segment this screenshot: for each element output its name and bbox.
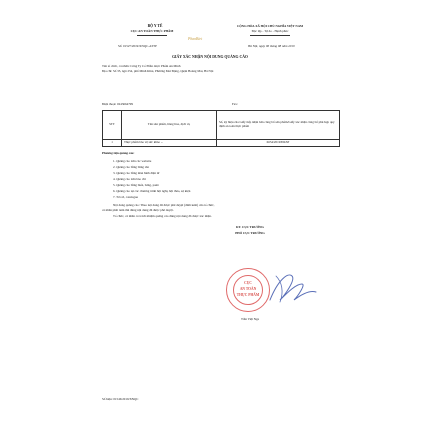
stamp-text-top: CỤC [244,281,252,285]
company-address: Địa chỉ: Số 35, ngõ 254, phố Minh Khai, Phường Mai Động, Quận Hoàng Mai, Hà Nội [102,69,214,73]
signature-title-1: KT. CỤC TRƯỞNG [236,225,264,229]
ministry-name: BỘ Y TẾ [147,24,163,28]
row-stt: 1 [103,140,122,147]
list-item: 6. Quảng cáo tại các chương trình hội nghị, hội thảo, sự kiện [113,189,191,193]
list-item: 5. Quảng cáo bằng biển, bảng, panô [113,183,159,187]
document-number: Số: 01527/2019/XNQC-ATTP [118,44,157,48]
national-motto: Độc lập - Tự do - Hạnh phúc [251,29,289,33]
header-stt: STT [103,111,122,140]
header-divider-left [137,35,167,36]
country-name: CỘNG HÒA XÃ HỘI CHỦ NGHĨA VIỆT NAM [236,24,304,28]
header-divider-right [250,35,290,36]
signature-title-2: PHÓ CỤC TRƯỞNG [235,231,265,235]
document-date: Hà Nội, ngày 06 tháng 08 năm 2019 [248,44,295,48]
note-line: cá nhân phải tuân thủ đúng nội dung đã được phê duyệt. [102,208,174,212]
header-product: Tên sản phẩm, hàng hóa, dịch vụ [122,111,217,140]
stamp-text-mid: AN TOÀN [239,287,257,291]
signer-name: Trần Việt Nga [240,317,260,321]
table-row [103,140,340,147]
note-line: Nội dung quảng cáo: Theo nội dung đã được phê duyệt (đính kèm) của tổ chức, [113,203,215,207]
list-item: 3. Quảng cáo bằng màn hình điện tử [113,171,160,175]
watermark-logo: PhanBiet [188,37,203,41]
company-phone: Điện thoại: 0243664799 [102,102,133,106]
company-fax: Fax: [232,102,238,106]
company-name: Tên tổ chức, cá nhân: Công Ty Cổ Phần dược Phẩm An Minh [102,64,181,68]
table-header-row [103,111,340,140]
list-item: 2. Quảng cáo bằng băng rôn [113,165,149,169]
note-line: Tổ chức, cá nhân có trách nhiệm quảng cáo đúng nội dung đã được xác nhận. [113,214,212,218]
stamp-text-bot: THỰC PHẨM [236,293,260,297]
product-table [102,110,340,147]
list-item: 1. Quảng cáo trên các website [113,159,152,163]
row-cert: 6654/2019/ĐKSP [217,140,340,147]
list-item: 4. Quảng cáo trên báo chí [113,177,146,181]
document-title: GIẤY XÁC NHẬN NỘI DUNG QUẢNG CÁO [172,55,248,59]
list-item: 7. Tờ rơi, catalogue [113,195,138,199]
department-name: CỤC AN TOÀN THỰC PHẨM [130,29,174,33]
media-title: Phương tiện quảng cáo: [102,151,135,155]
row-product: Thực phẩm bảo vệ sức khỏe ... [122,140,217,147]
header-cert: Số, ký hiệu của Giấy tiếp nhận bản công bố sản phẩm/Giấy xác nhận công bố phù hợp quy định an toàn thực phẩm [217,111,340,140]
handwritten-signature [262,262,322,312]
footer-number: Số hiệu: 01546/2019/XNQC [102,397,139,401]
